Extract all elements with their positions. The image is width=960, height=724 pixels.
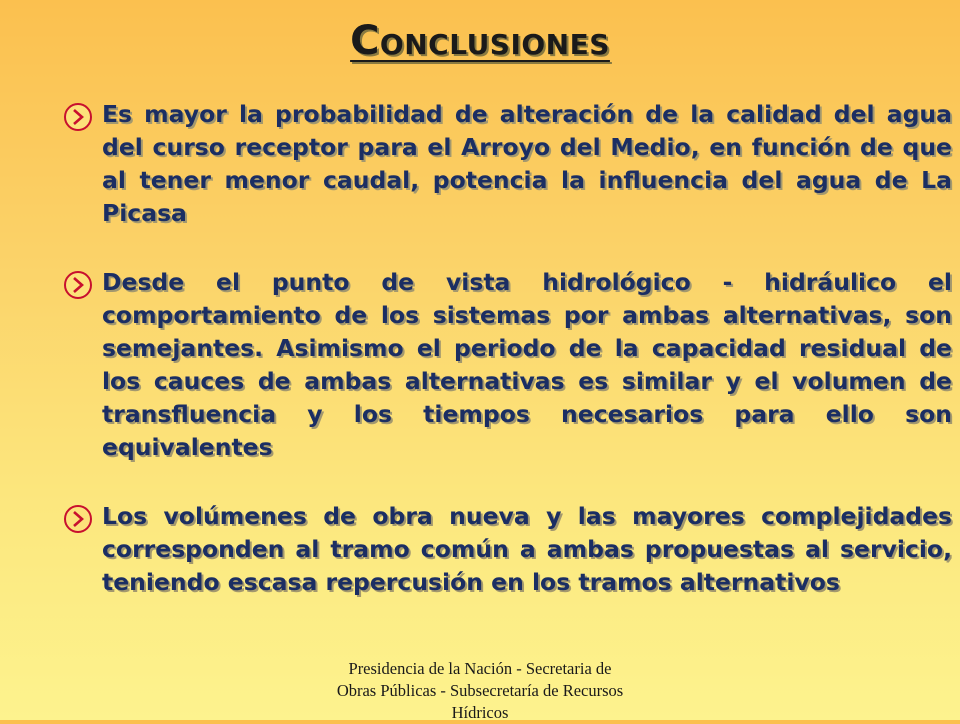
- circled-chevron-right-icon: [62, 101, 94, 133]
- slide-title: Conclusiones: [350, 18, 610, 64]
- bullet-text: Desde el punto de vista hidrológico - hidráulico el comportamiento de los sistemas por ambas alternativas, son semejantes. Asimismo el periodo de la capacidad residual de los cauces de ambas alternativas es similar y el volumen de transfluencia y los tiempos necesarios para ello son equivalentes: [102, 268, 952, 461]
- conclusions-list: [62, 98, 952, 635]
- circled-chevron-right-icon: [62, 503, 94, 535]
- list-item: [62, 266, 952, 464]
- circled-chevron-right-icon: [62, 269, 94, 301]
- list-item: [62, 98, 952, 230]
- bullet-text: Es mayor la probabilidad de alteración de la calidad del agua del curso receptor para el Arroyo del Medio, en función de que al tener menor caudal, potencia la influencia del agua de La Picasa: [102, 100, 952, 227]
- list-item: [62, 500, 952, 599]
- bullet-text: Los volúmenes de obra nueva y las mayores complejidades corresponden al tramo común a ambas propuestas al servicio, teniendo escasa repercusión en los tramos alternativos: [102, 502, 952, 596]
- footer-text: Presidencia de la Nación - Secretaria de Obras Públicas - Subsecretaría de Recursos Hídricos: [336, 659, 624, 722]
